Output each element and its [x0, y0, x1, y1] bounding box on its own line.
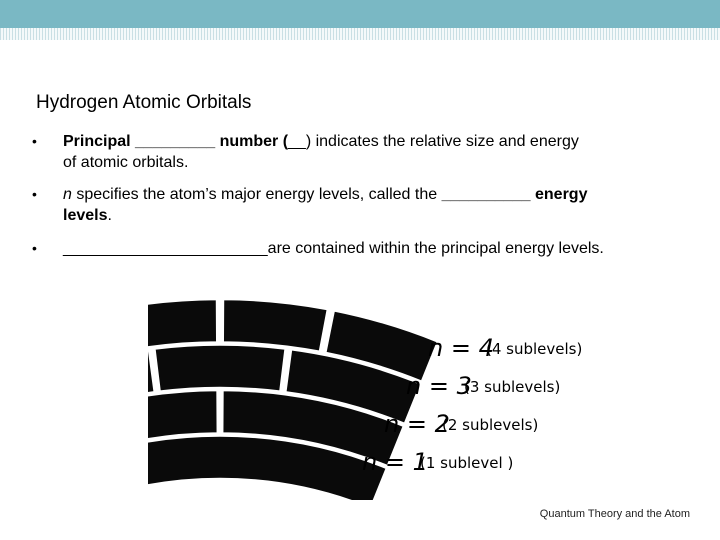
fill-in-blank: _______________________ [63, 240, 268, 257]
bullet-dot: • [32, 186, 37, 202]
bullet-sublevels [30, 238, 604, 259]
bullet-text: ) indicates the relative size and energy [305, 133, 579, 150]
level-n-label: n = 2 [384, 410, 450, 438]
level-label-2 [384, 410, 538, 438]
level-sublevel-label: (1 sublevel ) [420, 454, 514, 472]
level-sublevel-label: (4 sublevels) [486, 340, 583, 358]
level-n-label: n = 4 [428, 334, 494, 362]
header-bar [0, 0, 720, 28]
bullet-text: . [107, 207, 112, 224]
fill-in-blank: __ [288, 133, 306, 150]
level-sublevel-label: (2 sublevels) [442, 416, 539, 434]
bullet-principal-number [30, 131, 579, 173]
bullet-text: energy [530, 186, 588, 203]
bullet-text: specifies the atom’s major energy levels, called the [71, 186, 442, 203]
bullet-text: Principal [63, 133, 136, 150]
sublevel-cell-n3 [155, 345, 285, 391]
level-label-4 [428, 334, 582, 362]
header-stripe [0, 28, 720, 40]
sublevel-cell-n4 [223, 300, 327, 352]
bullet-text: levels [63, 207, 108, 224]
slide-title: Hydrogen Atomic Orbitals [36, 92, 252, 113]
level-sublevel-label: (3 sublevels) [464, 378, 561, 396]
energy-level-diagram [148, 280, 588, 500]
bullet-dot: • [32, 133, 37, 149]
sublevel-cell-n4 [148, 300, 217, 352]
bullet-text: number ( [215, 133, 289, 150]
level-n-label: n = 3 [406, 372, 472, 400]
bullet-text: are contained within the principal energy levels. [267, 240, 604, 257]
fill-in-blank: _________ [135, 133, 216, 150]
bullet-dot: • [32, 240, 37, 256]
variable-n: n [63, 186, 72, 203]
fill-in-blank: __________ [441, 186, 531, 203]
bullet-energy-levels [30, 184, 587, 226]
footer-text: Quantum Theory and the Atom [539, 508, 690, 520]
level-label-1 [362, 448, 513, 476]
level-n-label: n = 1 [362, 448, 428, 476]
level-label-3 [406, 372, 560, 400]
bullet-text: of atomic orbitals. [63, 154, 189, 171]
